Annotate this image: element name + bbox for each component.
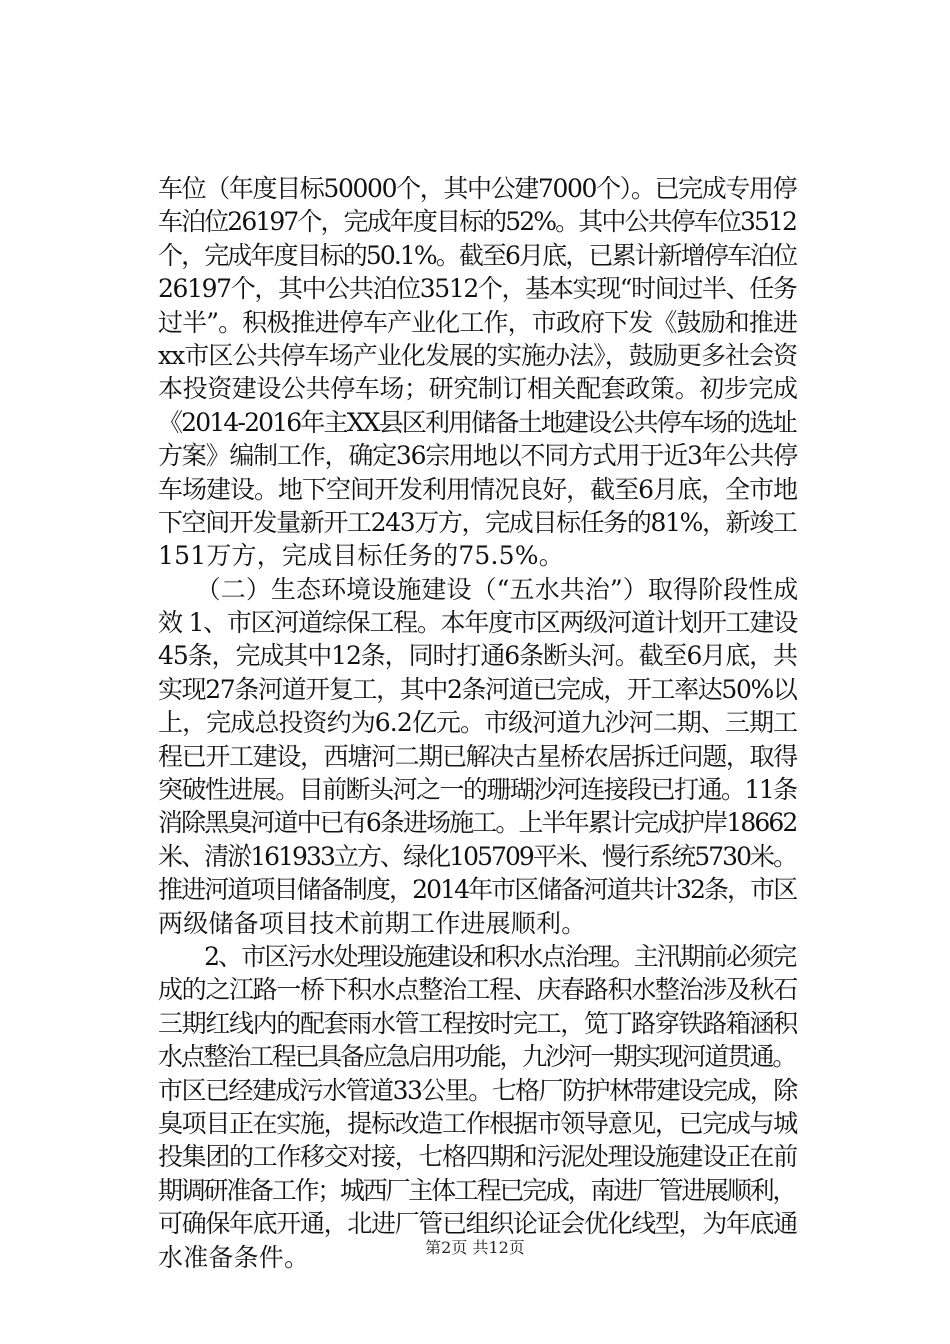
text-line: 上，完成总投资约为6.2亿元。市级河道九沙河二期、三期工 bbox=[158, 708, 798, 738]
text-line: 方案》编制工作，确定36宗用地以不同方式用于近3年公共停 bbox=[158, 441, 797, 471]
text-line: 车位（年度目标50000个，其中公建7000个）。已完成专用停 bbox=[158, 174, 797, 203]
text-line: 实现27条河道开复工，其中2条河道已完成，开工率达50%以 bbox=[158, 674, 797, 704]
text-line: 突破性进展。目前断头河之一的珊瑚沙河连接段已打通。11条 bbox=[158, 775, 797, 805]
text-line: 成的之江路一桥下积水点整治工程、庆春路积水整治涉及秋石 bbox=[158, 975, 797, 1005]
text-line: 下空间开发量新开工243万方，完成目标任务的81%，新竣工 bbox=[158, 507, 797, 537]
text-line: 程已开工建设，西塘河二期已解决古星桥农居拆迁问题，取得 bbox=[158, 741, 797, 771]
text-line: 效 1、市区河道综保工程。本年度市区两级河道计划开工建设 bbox=[158, 608, 798, 638]
text-line: 市区已经建成污水管道33公里。七格厂防护林带建设完成，除 bbox=[158, 1075, 797, 1105]
text-line: 过半”。积极推进停车产业化工作，市政府下发《鼓励和推进 bbox=[158, 307, 798, 337]
text-line: 水点整治工程已具备应急启用功能，九沙河一期实现河道贯通。 bbox=[158, 1042, 796, 1072]
text-line: 26197个，其中公共泊位3512个，基本实现“时间过半、任务 bbox=[158, 274, 797, 304]
text-line: 消除黑臭河道中已有6条进场施工。上半年累计完成护岸18662 bbox=[158, 808, 797, 838]
text-line: 臭项目正在实施，提标改造工作根据市领导意见，已完成与城 bbox=[158, 1108, 797, 1138]
text-line: 151万方，完成目标任务的75.5%。 bbox=[158, 541, 564, 571]
text-line: 2、市区污水处理设施建设和积水点治理。主汛期前必须完 bbox=[158, 941, 796, 971]
text-line: 个，完成年度目标的50.1%。截至6月底，已累计新增停车泊位 bbox=[158, 240, 797, 270]
text-line: 本投资建设公共停车场；研究制订相关配套政策。初步完成 bbox=[158, 374, 798, 404]
text-line: 《2014-2016年主XX县区利用储备土地建设公共停车场的选址 bbox=[158, 407, 796, 437]
text-line: 推进河道项目储备制度，2014年市区储备河道共计32条，市区 bbox=[158, 875, 797, 905]
text-line: （二）生态环境设施建设（“五水共治”）取得阶段性成 bbox=[158, 574, 799, 604]
text-line: 水准备条件。 bbox=[158, 1242, 310, 1272]
text-line: 车场建设。地下空间开发利用情况良好，截至6月底，全市地 bbox=[158, 474, 798, 504]
text-line: 三期红线内的配套雨水管工程按时完工，笕丁路穿铁路箱涵积 bbox=[158, 1008, 797, 1038]
text-line: 期调研准备工作；城西厂主体工程已完成，南进厂管进展顺利， bbox=[158, 1175, 796, 1205]
text-line: 两级储备项目技术前期工作进展顺利。 bbox=[158, 908, 587, 938]
text-line: 可确保年底开通，北进厂管已组织论证会优化线型，为年底通 bbox=[158, 1209, 797, 1239]
text-line: xx市区公共停车场产业化发展的实施办法》，鼓励更多社会资 bbox=[158, 340, 798, 370]
body-text bbox=[158, 172, 798, 1274]
text-line: 投集团的工作移交对接，七格四期和污泥处理设施建设正在前 bbox=[158, 1142, 797, 1172]
text-line: 45条，完成其中12条，同时打通6条断头河。截至6月底，共 bbox=[158, 641, 797, 671]
page-footer: 第2页 共12页 bbox=[425, 1238, 525, 1257]
text-line: 车泊位26197个，完成年度目标的52%。其中公共停车位3512 bbox=[158, 207, 797, 237]
text-line: 米、清淤161933立方、绿化105709平米、慢行系统5730米。 bbox=[158, 841, 797, 871]
